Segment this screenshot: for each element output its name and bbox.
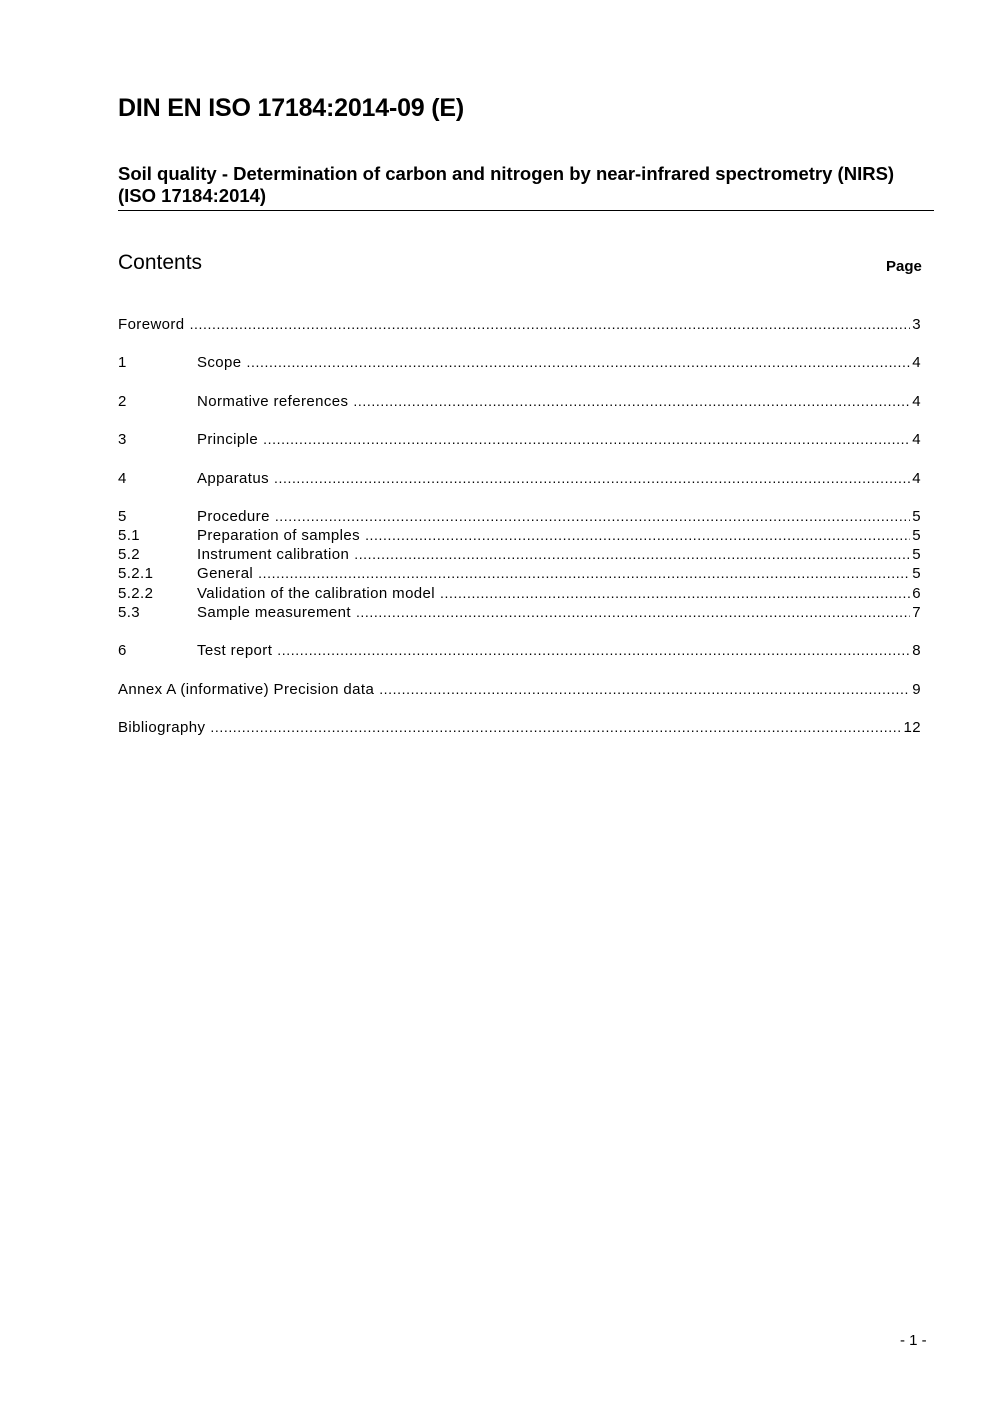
toc-entry-page: 5 [912,546,921,564]
toc-dot-leader [247,353,911,372]
toc-entry[interactable] [118,603,921,622]
toc-entry-title: Validation of the calibration model [197,584,436,602]
toc-dot-leader [210,718,901,737]
toc-entry-title: Normative references [197,392,349,410]
toc-entry[interactable] [118,641,921,660]
toc-entry-page: 5 [912,527,921,545]
toc-entry-title: Scope [197,354,242,372]
toc-entry[interactable] [118,507,921,526]
table-of-contents [118,315,921,737]
toc-entry-title: Bibliography [118,718,206,736]
toc-entry[interactable] [118,564,921,583]
toc-dot-leader [356,603,910,622]
toc-entry-page: 8 [912,642,921,660]
toc-dot-leader [379,680,910,699]
toc-entry-number: 1 [118,354,127,372]
toc-entry[interactable] [118,353,921,372]
toc-entry-page: 4 [912,354,921,372]
toc-entry-page: 5 [912,507,921,525]
toc-entry-number: 3 [118,431,127,449]
page-column-label: Page [886,258,922,275]
toc-entry-number: 4 [118,469,127,487]
toc-entry[interactable] [118,392,921,411]
toc-entry-number: 6 [118,642,127,660]
toc-dot-leader [440,584,910,603]
toc-entry-title: Test report [197,642,273,660]
toc-entry-page: 7 [912,603,921,621]
toc-entry-title: Foreword [118,316,185,333]
toc-entry[interactable] [118,718,921,737]
toc-dot-leader [258,564,910,583]
toc-entry-number: 5.2 [118,546,141,564]
toc-entry-number: 5.2.1 [118,565,154,583]
toc-entry-number: 5.1 [118,527,141,545]
toc-entry-page: 6 [912,584,921,602]
document-subtitle: Soil quality - Determination of carbon and nitrogen by near-infrared spectrometry (NIRS) (ISO 17184:2014) [118,163,895,206]
toc-entry-page: 4 [912,392,921,410]
toc-entry-number: 2 [118,392,127,410]
toc-dot-leader [365,526,910,545]
toc-dot-leader [190,315,911,334]
toc-entry[interactable] [118,469,921,488]
page-number: - 1 - [900,1332,927,1349]
toc-entry-title: Procedure [197,507,270,525]
toc-entry-title: General [197,565,254,583]
toc-entry-title: Instrument calibration [197,546,350,564]
toc-dot-leader [353,392,910,411]
toc-entry-title: Apparatus [197,469,269,487]
toc-entry[interactable] [118,430,921,449]
toc-entry[interactable] [118,680,921,699]
toc-entry-title: Sample measurement [197,603,351,621]
toc-dot-leader [277,641,910,660]
toc-dot-leader [274,469,910,488]
toc-entry-page: 3 [912,316,921,333]
toc-entry-number: 5 [118,507,127,525]
toc-entry-number: 5.2.2 [118,584,154,602]
toc-entry-title: Principle [197,431,259,449]
toc-entry-page: 4 [912,469,921,487]
toc-entry-title: Annex A (informative) Precision data [118,680,375,698]
contents-heading: Contents [118,251,203,274]
toc-entry[interactable] [118,526,921,545]
toc-dot-leader [275,507,910,526]
toc-entry-page: 4 [912,431,921,449]
toc-entry-page: 5 [912,565,921,583]
document-title: DIN EN ISO 17184:2014-09 (E) [118,94,464,122]
toc-entry[interactable] [118,315,921,334]
toc-dot-leader [263,430,910,449]
toc-entry-title: Preparation of samples [197,527,361,545]
toc-entry[interactable] [118,545,921,564]
toc-entry-page: 9 [912,680,921,698]
toc-dot-leader [354,545,910,564]
toc-entry-number: 5.3 [118,603,141,621]
toc-entry[interactable] [118,584,921,603]
title-divider [118,210,934,211]
toc-entry-page: 12 [903,718,921,736]
